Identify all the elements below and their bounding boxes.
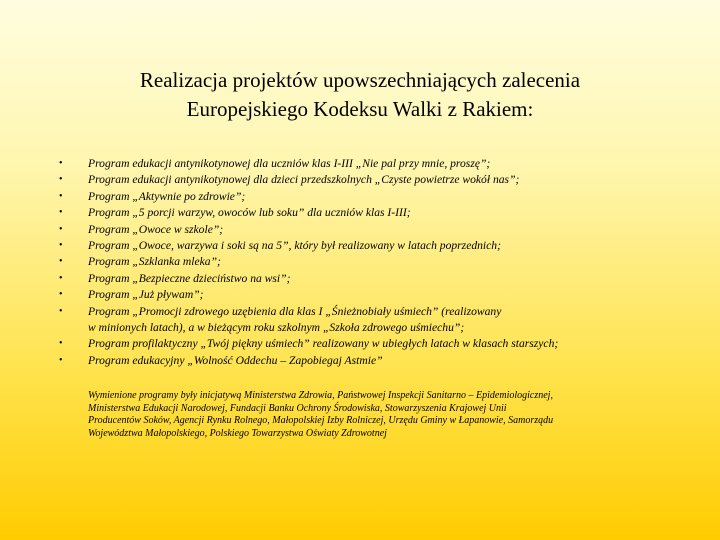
- program-list-item: [52, 222, 692, 238]
- bullet-icon: •: [59, 190, 63, 202]
- program-item-text: Program „Owoce w szkole”;: [88, 222, 224, 236]
- sponsors-note: [88, 390, 688, 440]
- program-list-item: [52, 156, 692, 172]
- slide-title: [60, 66, 660, 124]
- bullet-icon: •: [59, 354, 63, 366]
- program-list-item: [52, 336, 692, 352]
- program-item-text: Program „Promocji zdrowego uzębienia dla klas I „Śnieżnobiały uśmiech” (realizowany: [88, 304, 502, 318]
- sponsors-note-line: Ministerstwa Edukacji Narodowej, Fundacji Banku Ochrony Środowiska, Stowarzyszenia Krajowej Unii: [88, 402, 507, 414]
- bullet-icon: •: [59, 256, 63, 268]
- program-list: [52, 156, 692, 369]
- program-item-text: Program „Szklanka mleka”;: [88, 255, 221, 269]
- slide-title-line-2: Europejskiego Kodeksu Walki z Rakiem:: [186, 97, 534, 121]
- bullet-icon: •: [59, 338, 63, 350]
- bullet-icon: •: [59, 223, 63, 235]
- program-list-item: [52, 172, 692, 188]
- program-list-item: [52, 287, 692, 303]
- bullet-icon: •: [59, 289, 63, 301]
- bullet-icon: •: [59, 305, 63, 317]
- program-list-item: [52, 189, 692, 205]
- program-item-text: Program profilaktyczny „Twój piękny uśmiech” realizowany w ubiegłych latach w klasach starszych;: [88, 337, 559, 351]
- bullet-icon: •: [59, 272, 63, 284]
- bullet-icon: •: [59, 240, 63, 252]
- program-item-text: Program „5 porcji warzyw, owoców lub soku” dla uczniów klas I-III;: [88, 206, 411, 220]
- program-item-text: Program edukacji antynikotynowej dla dzieci przedszkolnych „Czyste powietrze wokół nas”;: [88, 173, 520, 187]
- sponsors-note-line: Wymienione programy były inicjatywą Ministerstwa Zdrowia, Państwowej Inspekcji Sanitarno – Epidemiologicznej,: [88, 390, 553, 401]
- bullet-icon: •: [59, 207, 63, 219]
- program-list-item: [52, 353, 692, 369]
- program-item-text: Program „Owoce, warzywa i soki są na 5”, który był realizowany w latach poprzednich;: [88, 239, 501, 253]
- program-list-item: [52, 205, 692, 221]
- program-item-text: w minionych latach), a w bieżącym roku szkolnym „Szkoła zdrowego uśmiechu”;: [88, 321, 465, 335]
- program-item-text: Program edukacyjny „Wolność Oddechu – Zapobiegaj Astmie”: [88, 353, 383, 367]
- program-item-text: Program „Już pływam”;: [88, 288, 204, 302]
- program-list-item: [52, 254, 692, 270]
- slide-title-line-1: Realizacja projektów upowszechniających zalecenia: [139, 68, 581, 92]
- sponsors-note-line: Województwa Małopolskiego, Polskiego Towarzystwa Oświaty Zdrowotnej: [88, 427, 387, 439]
- program-list-item: [52, 238, 692, 254]
- program-item-text: Program „Bezpieczne dzieciństwo na wsi”;: [88, 271, 291, 285]
- bullet-icon: •: [59, 158, 63, 169]
- program-list-item: [52, 304, 692, 337]
- sponsors-note-line: Producentów Soków, Agencji Rynku Rolnego, Małopolskiej Izby Rolniczej, Urzędu Gminy w Łapanowie, Samorządu: [88, 415, 554, 427]
- program-item-text: Program edukacji antynikotynowej dla uczniów klas I-III „Nie pal przy mnie, proszę”;: [88, 157, 491, 170]
- program-item-text: Program „Aktywnie po zdrowie”;: [88, 189, 246, 203]
- bullet-icon: •: [59, 174, 63, 186]
- program-list-item: [52, 271, 692, 287]
